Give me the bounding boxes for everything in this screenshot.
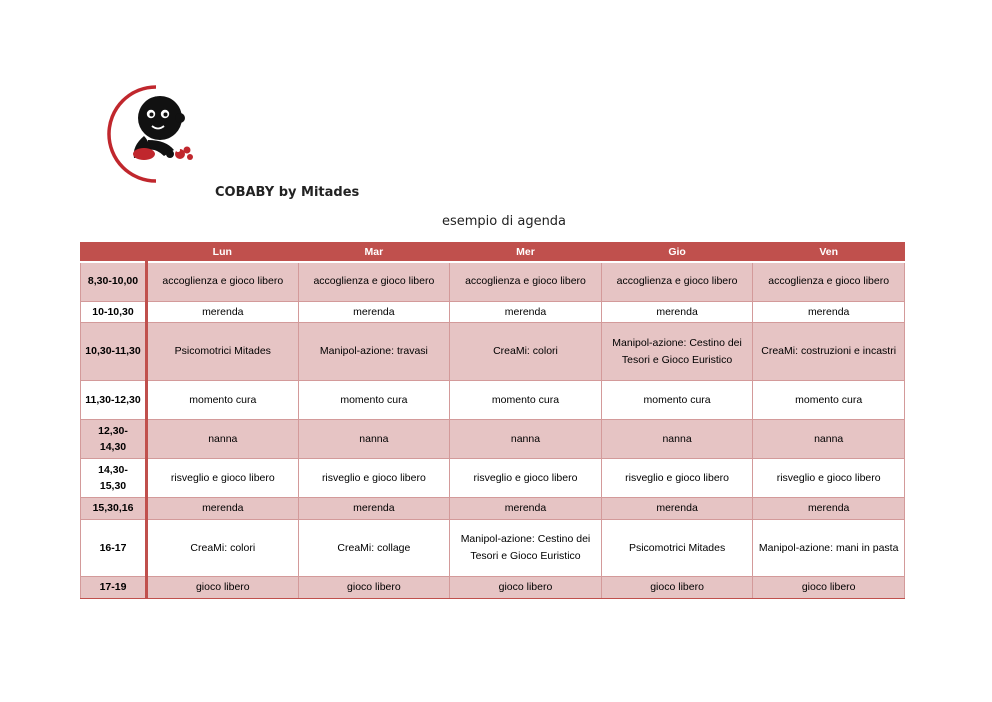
page-title: esempio di agenda <box>441 214 567 229</box>
activity-cell: Manipol-azione: Cestino dei Tesori e Gioco Euristico <box>450 520 602 577</box>
activity-cell: gioco libero <box>601 577 753 599</box>
activity-cell: gioco libero <box>753 577 905 599</box>
day-header: Mar <box>298 243 450 263</box>
time-slot: 14,30-15,30 <box>81 459 147 498</box>
activity-cell: merenda <box>601 301 753 323</box>
table-row <box>81 381 905 420</box>
table-row <box>81 498 905 520</box>
activity-cell: CreaMi: colori <box>450 323 602 381</box>
agenda-table <box>80 242 905 599</box>
header-corner <box>81 243 147 263</box>
activity-cell: risveglio e gioco libero <box>298 459 450 498</box>
table-row <box>81 459 905 498</box>
activity-cell: momento cura <box>450 381 602 420</box>
activity-cell: momento cura <box>298 381 450 420</box>
activity-cell: merenda <box>147 498 299 520</box>
activity-cell: accoglienza e gioco libero <box>601 262 753 301</box>
time-slot: 8,30-10,00 <box>81 262 147 301</box>
table-row <box>81 577 905 599</box>
activity-cell: CreaMi: collage <box>298 520 450 577</box>
activity-cell: Manipol-azione: mani in pasta <box>753 520 905 577</box>
activity-cell: accoglienza e gioco libero <box>753 262 905 301</box>
activity-cell: momento cura <box>601 381 753 420</box>
activity-cell: merenda <box>298 301 450 323</box>
table-row <box>81 262 905 301</box>
table-row <box>81 301 905 323</box>
activity-cell: merenda <box>147 301 299 323</box>
activity-cell: merenda <box>753 301 905 323</box>
logo <box>104 84 200 184</box>
activity-cell: risveglio e gioco libero <box>450 459 602 498</box>
activity-cell: CreaMi: costruzioni e incastri <box>753 323 905 381</box>
activity-cell: momento cura <box>147 381 299 420</box>
time-slot: 17-19 <box>81 577 147 599</box>
activity-cell: gioco libero <box>450 577 602 599</box>
activity-cell: merenda <box>298 498 450 520</box>
activity-cell: CreaMi: colori <box>147 520 299 577</box>
activity-cell: accoglienza e gioco libero <box>147 262 299 301</box>
activity-cell: merenda <box>753 498 905 520</box>
day-header: Lun <box>147 243 299 263</box>
time-slot: 10-10,30 <box>81 301 147 323</box>
activity-cell: gioco libero <box>298 577 450 599</box>
activity-cell: nanna <box>601 420 753 459</box>
day-header: Gio <box>601 243 753 263</box>
table-row <box>81 420 905 459</box>
activity-cell: Manipol-azione: travasi <box>298 323 450 381</box>
time-slot: 10,30-11,30 <box>81 323 147 381</box>
activity-cell: Psicomotrici Mitades <box>147 323 299 381</box>
activity-cell: accoglienza e gioco libero <box>450 262 602 301</box>
activity-cell: Manipol-azione: Cestino dei Tesori e Gioco Euristico <box>601 323 753 381</box>
activity-cell: accoglienza e gioco libero <box>298 262 450 301</box>
activity-cell: Psicomotrici Mitades <box>601 520 753 577</box>
day-header: Mer <box>450 243 602 263</box>
activity-cell: nanna <box>450 420 602 459</box>
activity-cell: risveglio e gioco libero <box>753 459 905 498</box>
day-header: Ven <box>753 243 905 263</box>
time-slot: 12,30-14,30 <box>81 420 147 459</box>
activity-cell: nanna <box>753 420 905 459</box>
table-row <box>81 520 905 577</box>
activity-cell: risveglio e gioco libero <box>147 459 299 498</box>
activity-cell: merenda <box>450 301 602 323</box>
activity-cell: nanna <box>147 420 299 459</box>
activity-cell: risveglio e gioco libero <box>601 459 753 498</box>
time-slot: 15,30,16 <box>81 498 147 520</box>
activity-cell: merenda <box>450 498 602 520</box>
time-slot: 16-17 <box>81 520 147 577</box>
activity-cell: merenda <box>601 498 753 520</box>
time-slot: 11,30-12,30 <box>81 381 147 420</box>
activity-cell: momento cura <box>753 381 905 420</box>
table-row <box>81 323 905 381</box>
activity-cell: nanna <box>298 420 450 459</box>
header-row <box>81 243 905 263</box>
baby-crawling-icon <box>104 84 200 184</box>
brand-name: COBABY by Mitades <box>215 185 360 200</box>
activity-cell: gioco libero <box>147 577 299 599</box>
